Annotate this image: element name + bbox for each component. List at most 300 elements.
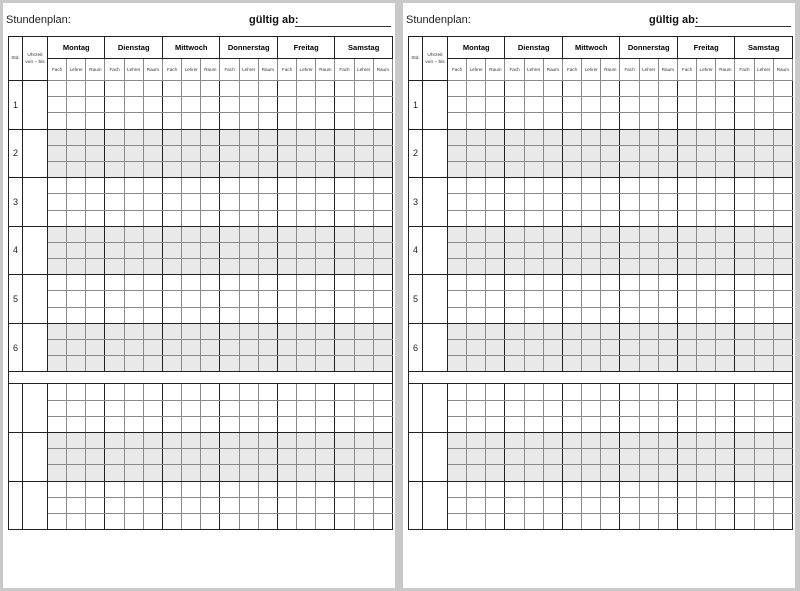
schedule-cell[interactable] [373, 226, 392, 242]
schedule-cell[interactable] [543, 323, 562, 339]
schedule-cell[interactable] [773, 497, 792, 513]
schedule-cell[interactable] [601, 210, 620, 226]
schedule-cell[interactable] [467, 81, 486, 97]
schedule-cell[interactable] [316, 242, 335, 258]
schedule-cell[interactable] [735, 497, 754, 513]
schedule-cell[interactable] [735, 194, 754, 210]
schedule-cell[interactable] [620, 178, 639, 194]
schedule-cell[interactable] [524, 497, 543, 513]
schedule-cell[interactable] [201, 259, 220, 275]
schedule-cell[interactable] [754, 323, 773, 339]
schedule-cell[interactable] [220, 129, 239, 145]
schedule-cell[interactable] [620, 449, 639, 465]
schedule-cell[interactable] [220, 340, 239, 356]
schedule-cell[interactable] [735, 275, 754, 291]
schedule-cell[interactable] [524, 465, 543, 481]
schedule-cell[interactable] [201, 129, 220, 145]
schedule-cell[interactable] [354, 323, 373, 339]
schedule-cell[interactable] [162, 178, 181, 194]
schedule-cell[interactable] [182, 129, 201, 145]
schedule-cell[interactable] [639, 226, 658, 242]
schedule-cell[interactable] [86, 323, 105, 339]
schedule-cell[interactable] [239, 259, 258, 275]
time-entry-cell[interactable] [23, 275, 48, 324]
schedule-cell[interactable] [716, 242, 735, 258]
schedule-cell[interactable] [86, 481, 105, 497]
schedule-cell[interactable] [86, 416, 105, 432]
schedule-cell[interactable] [105, 400, 124, 416]
schedule-cell[interactable] [543, 416, 562, 432]
schedule-cell[interactable] [335, 400, 354, 416]
schedule-cell[interactable] [677, 291, 696, 307]
schedule-cell[interactable] [86, 194, 105, 210]
schedule-cell[interactable] [448, 161, 467, 177]
schedule-cell[interactable] [773, 145, 792, 161]
schedule-cell[interactable] [258, 161, 277, 177]
schedule-cell[interactable] [448, 226, 467, 242]
schedule-cell[interactable] [297, 194, 316, 210]
schedule-cell[interactable] [105, 275, 124, 291]
schedule-cell[interactable] [354, 275, 373, 291]
schedule-cell[interactable] [105, 81, 124, 97]
schedule-cell[interactable] [562, 340, 581, 356]
schedule-cell[interactable] [735, 210, 754, 226]
schedule-cell[interactable] [48, 291, 67, 307]
schedule-cell[interactable] [335, 97, 354, 113]
schedule-cell[interactable] [562, 465, 581, 481]
schedule-cell[interactable] [258, 145, 277, 161]
schedule-cell[interactable] [505, 449, 524, 465]
schedule-cell[interactable] [239, 242, 258, 258]
schedule-cell[interactable] [373, 178, 392, 194]
schedule-cell[interactable] [543, 81, 562, 97]
schedule-cell[interactable] [316, 226, 335, 242]
schedule-cell[interactable] [543, 340, 562, 356]
schedule-cell[interactable] [143, 145, 162, 161]
schedule-cell[interactable] [716, 275, 735, 291]
schedule-cell[interactable] [143, 323, 162, 339]
schedule-cell[interactable] [124, 259, 143, 275]
schedule-cell[interactable] [124, 356, 143, 372]
schedule-cell[interactable] [162, 356, 181, 372]
schedule-cell[interactable] [182, 113, 201, 129]
time-entry-cell[interactable] [423, 481, 448, 530]
schedule-cell[interactable] [601, 497, 620, 513]
schedule-cell[interactable] [754, 275, 773, 291]
schedule-cell[interactable] [277, 145, 296, 161]
schedule-cell[interactable] [601, 291, 620, 307]
schedule-cell[interactable] [677, 497, 696, 513]
schedule-cell[interactable] [182, 307, 201, 323]
schedule-cell[interactable] [354, 449, 373, 465]
schedule-cell[interactable] [562, 513, 581, 529]
schedule-cell[interactable] [86, 210, 105, 226]
schedule-cell[interactable] [373, 481, 392, 497]
time-entry-cell[interactable] [23, 481, 48, 530]
schedule-cell[interactable] [486, 129, 505, 145]
schedule-cell[interactable] [86, 113, 105, 129]
schedule-cell[interactable] [467, 465, 486, 481]
schedule-cell[interactable] [239, 432, 258, 448]
schedule-cell[interactable] [639, 291, 658, 307]
time-entry-cell[interactable] [23, 323, 48, 372]
schedule-cell[interactable] [467, 178, 486, 194]
schedule-cell[interactable] [143, 291, 162, 307]
schedule-cell[interactable] [220, 432, 239, 448]
schedule-cell[interactable] [467, 129, 486, 145]
schedule-cell[interactable] [48, 275, 67, 291]
schedule-cell[interactable] [448, 307, 467, 323]
schedule-cell[interactable] [335, 113, 354, 129]
schedule-cell[interactable] [67, 497, 86, 513]
schedule-cell[interactable] [467, 226, 486, 242]
schedule-cell[interactable] [48, 129, 67, 145]
schedule-cell[interactable] [220, 291, 239, 307]
schedule-cell[interactable] [124, 513, 143, 529]
schedule-cell[interactable] [486, 307, 505, 323]
schedule-cell[interactable] [258, 113, 277, 129]
schedule-cell[interactable] [754, 465, 773, 481]
schedule-cell[interactable] [124, 194, 143, 210]
schedule-cell[interactable] [316, 432, 335, 448]
schedule-cell[interactable] [48, 81, 67, 97]
schedule-cell[interactable] [658, 275, 677, 291]
schedule-cell[interactable] [620, 513, 639, 529]
schedule-cell[interactable] [105, 432, 124, 448]
schedule-cell[interactable] [316, 178, 335, 194]
schedule-cell[interactable] [48, 307, 67, 323]
schedule-cell[interactable] [67, 259, 86, 275]
schedule-cell[interactable] [658, 384, 677, 400]
schedule-cell[interactable] [773, 323, 792, 339]
schedule-cell[interactable] [258, 226, 277, 242]
schedule-cell[interactable] [505, 384, 524, 400]
schedule-cell[interactable] [448, 340, 467, 356]
schedule-cell[interactable] [373, 259, 392, 275]
schedule-cell[interactable] [697, 340, 716, 356]
schedule-cell[interactable] [354, 97, 373, 113]
schedule-cell[interactable] [201, 432, 220, 448]
schedule-cell[interactable] [220, 97, 239, 113]
schedule-cell[interactable] [773, 340, 792, 356]
schedule-cell[interactable] [582, 145, 601, 161]
schedule-cell[interactable] [67, 356, 86, 372]
schedule-cell[interactable] [658, 113, 677, 129]
schedule-cell[interactable] [124, 340, 143, 356]
schedule-cell[interactable] [67, 432, 86, 448]
schedule-cell[interactable] [105, 307, 124, 323]
schedule-cell[interactable] [697, 275, 716, 291]
time-entry-cell[interactable] [23, 178, 48, 227]
schedule-cell[interactable] [143, 307, 162, 323]
schedule-cell[interactable] [258, 210, 277, 226]
schedule-cell[interactable] [86, 307, 105, 323]
schedule-cell[interactable] [201, 210, 220, 226]
schedule-cell[interactable] [716, 449, 735, 465]
schedule-cell[interactable] [143, 259, 162, 275]
schedule-cell[interactable] [505, 481, 524, 497]
schedule-cell[interactable] [86, 384, 105, 400]
schedule-cell[interactable] [448, 97, 467, 113]
schedule-cell[interactable] [773, 416, 792, 432]
schedule-cell[interactable] [601, 194, 620, 210]
schedule-cell[interactable] [258, 242, 277, 258]
schedule-cell[interactable] [143, 178, 162, 194]
schedule-cell[interactable] [86, 129, 105, 145]
schedule-cell[interactable] [105, 97, 124, 113]
schedule-cell[interactable] [620, 113, 639, 129]
schedule-cell[interactable] [658, 465, 677, 481]
schedule-cell[interactable] [86, 242, 105, 258]
schedule-cell[interactable] [677, 145, 696, 161]
schedule-cell[interactable] [486, 210, 505, 226]
schedule-cell[interactable] [448, 113, 467, 129]
schedule-cell[interactable] [524, 161, 543, 177]
schedule-cell[interactable] [582, 291, 601, 307]
schedule-cell[interactable] [86, 340, 105, 356]
schedule-cell[interactable] [124, 81, 143, 97]
schedule-cell[interactable] [105, 178, 124, 194]
schedule-cell[interactable] [48, 323, 67, 339]
schedule-cell[interactable] [354, 210, 373, 226]
schedule-cell[interactable] [620, 129, 639, 145]
schedule-cell[interactable] [735, 178, 754, 194]
schedule-cell[interactable] [239, 340, 258, 356]
schedule-cell[interactable] [277, 356, 296, 372]
schedule-cell[interactable] [48, 497, 67, 513]
schedule-cell[interactable] [582, 449, 601, 465]
schedule-cell[interactable] [335, 432, 354, 448]
schedule-cell[interactable] [201, 340, 220, 356]
schedule-cell[interactable] [505, 226, 524, 242]
schedule-cell[interactable] [67, 291, 86, 307]
schedule-cell[interactable] [658, 291, 677, 307]
schedule-cell[interactable] [524, 307, 543, 323]
schedule-cell[interactable] [716, 384, 735, 400]
schedule-cell[interactable] [201, 465, 220, 481]
schedule-cell[interactable] [143, 449, 162, 465]
schedule-cell[interactable] [467, 145, 486, 161]
schedule-cell[interactable] [448, 145, 467, 161]
schedule-cell[interactable] [773, 259, 792, 275]
schedule-cell[interactable] [105, 194, 124, 210]
schedule-cell[interactable] [562, 323, 581, 339]
schedule-cell[interactable] [735, 513, 754, 529]
schedule-cell[interactable] [677, 513, 696, 529]
schedule-cell[interactable] [505, 97, 524, 113]
schedule-cell[interactable] [373, 113, 392, 129]
schedule-cell[interactable] [677, 384, 696, 400]
time-entry-cell[interactable] [423, 129, 448, 178]
schedule-cell[interactable] [182, 513, 201, 529]
schedule-cell[interactable] [316, 513, 335, 529]
schedule-cell[interactable] [658, 242, 677, 258]
schedule-cell[interactable] [297, 497, 316, 513]
schedule-cell[interactable] [486, 356, 505, 372]
schedule-cell[interactable] [335, 416, 354, 432]
schedule-cell[interactable] [297, 416, 316, 432]
schedule-cell[interactable] [735, 226, 754, 242]
schedule-cell[interactable] [258, 497, 277, 513]
schedule-cell[interactable] [543, 400, 562, 416]
schedule-cell[interactable] [105, 129, 124, 145]
schedule-cell[interactable] [316, 145, 335, 161]
schedule-cell[interactable] [505, 356, 524, 372]
schedule-cell[interactable] [601, 259, 620, 275]
schedule-cell[interactable] [143, 340, 162, 356]
schedule-cell[interactable] [239, 129, 258, 145]
schedule-cell[interactable] [335, 481, 354, 497]
schedule-cell[interactable] [658, 97, 677, 113]
schedule-cell[interactable] [86, 465, 105, 481]
schedule-cell[interactable] [124, 129, 143, 145]
schedule-cell[interactable] [316, 259, 335, 275]
valid-from-field[interactable] [295, 26, 391, 27]
schedule-cell[interactable] [620, 97, 639, 113]
schedule-cell[interactable] [182, 161, 201, 177]
schedule-cell[interactable] [716, 400, 735, 416]
schedule-cell[interactable] [162, 210, 181, 226]
schedule-cell[interactable] [486, 497, 505, 513]
schedule-cell[interactable] [105, 513, 124, 529]
schedule-cell[interactable] [354, 259, 373, 275]
schedule-cell[interactable] [373, 416, 392, 432]
schedule-cell[interactable] [105, 210, 124, 226]
schedule-cell[interactable] [505, 416, 524, 432]
schedule-cell[interactable] [48, 226, 67, 242]
schedule-cell[interactable] [620, 194, 639, 210]
schedule-cell[interactable] [582, 194, 601, 210]
schedule-cell[interactable] [201, 513, 220, 529]
schedule-cell[interactable] [220, 242, 239, 258]
schedule-cell[interactable] [543, 145, 562, 161]
schedule-cell[interactable] [201, 416, 220, 432]
schedule-cell[interactable] [543, 465, 562, 481]
schedule-cell[interactable] [620, 384, 639, 400]
schedule-cell[interactable] [297, 210, 316, 226]
schedule-cell[interactable] [620, 307, 639, 323]
schedule-cell[interactable] [335, 465, 354, 481]
schedule-cell[interactable] [297, 513, 316, 529]
schedule-cell[interactable] [639, 129, 658, 145]
schedule-cell[interactable] [562, 226, 581, 242]
schedule-cell[interactable] [697, 400, 716, 416]
schedule-cell[interactable] [182, 291, 201, 307]
schedule-cell[interactable] [524, 210, 543, 226]
schedule-cell[interactable] [67, 481, 86, 497]
schedule-cell[interactable] [105, 323, 124, 339]
schedule-cell[interactable] [239, 465, 258, 481]
schedule-cell[interactable] [601, 242, 620, 258]
schedule-cell[interactable] [201, 384, 220, 400]
schedule-cell[interactable] [162, 259, 181, 275]
schedule-cell[interactable] [373, 449, 392, 465]
schedule-cell[interactable] [697, 194, 716, 210]
schedule-cell[interactable] [67, 465, 86, 481]
schedule-cell[interactable] [297, 275, 316, 291]
schedule-cell[interactable] [316, 465, 335, 481]
schedule-cell[interactable] [354, 307, 373, 323]
schedule-cell[interactable] [124, 210, 143, 226]
schedule-cell[interactable] [697, 226, 716, 242]
schedule-cell[interactable] [773, 242, 792, 258]
schedule-cell[interactable] [639, 432, 658, 448]
schedule-cell[interactable] [448, 497, 467, 513]
schedule-cell[interactable] [124, 113, 143, 129]
schedule-cell[interactable] [48, 465, 67, 481]
schedule-cell[interactable] [182, 97, 201, 113]
schedule-cell[interactable] [220, 497, 239, 513]
schedule-cell[interactable] [124, 384, 143, 400]
schedule-cell[interactable] [448, 275, 467, 291]
schedule-cell[interactable] [735, 416, 754, 432]
schedule-cell[interactable] [582, 242, 601, 258]
schedule-cell[interactable] [373, 465, 392, 481]
schedule-cell[interactable] [773, 129, 792, 145]
schedule-cell[interactable] [582, 226, 601, 242]
schedule-cell[interactable] [201, 323, 220, 339]
schedule-cell[interactable] [143, 497, 162, 513]
schedule-cell[interactable] [639, 497, 658, 513]
schedule-cell[interactable] [754, 307, 773, 323]
schedule-cell[interactable] [543, 210, 562, 226]
schedule-cell[interactable] [354, 497, 373, 513]
schedule-cell[interactable] [677, 161, 696, 177]
schedule-cell[interactable] [335, 129, 354, 145]
schedule-cell[interactable] [524, 242, 543, 258]
schedule-cell[interactable] [620, 275, 639, 291]
schedule-cell[interactable] [162, 226, 181, 242]
schedule-cell[interactable] [620, 497, 639, 513]
schedule-cell[interactable] [735, 161, 754, 177]
schedule-cell[interactable] [677, 356, 696, 372]
schedule-cell[interactable] [335, 145, 354, 161]
schedule-cell[interactable] [316, 340, 335, 356]
schedule-cell[interactable] [639, 242, 658, 258]
schedule-cell[interactable] [467, 97, 486, 113]
schedule-cell[interactable] [486, 416, 505, 432]
schedule-cell[interactable] [773, 307, 792, 323]
schedule-cell[interactable] [67, 81, 86, 97]
schedule-cell[interactable] [162, 432, 181, 448]
schedule-cell[interactable] [677, 323, 696, 339]
schedule-cell[interactable] [354, 513, 373, 529]
schedule-cell[interactable] [562, 161, 581, 177]
schedule-cell[interactable] [716, 81, 735, 97]
schedule-cell[interactable] [620, 81, 639, 97]
schedule-cell[interactable] [658, 340, 677, 356]
schedule-cell[interactable] [505, 323, 524, 339]
schedule-cell[interactable] [277, 242, 296, 258]
schedule-cell[interactable] [373, 307, 392, 323]
schedule-cell[interactable] [105, 481, 124, 497]
schedule-cell[interactable] [658, 323, 677, 339]
schedule-cell[interactable] [448, 400, 467, 416]
schedule-cell[interactable] [677, 210, 696, 226]
schedule-cell[interactable] [239, 194, 258, 210]
schedule-cell[interactable] [182, 384, 201, 400]
schedule-cell[interactable] [182, 416, 201, 432]
schedule-cell[interactable] [620, 356, 639, 372]
schedule-cell[interactable] [543, 481, 562, 497]
schedule-cell[interactable] [335, 210, 354, 226]
schedule-cell[interactable] [143, 97, 162, 113]
schedule-cell[interactable] [562, 178, 581, 194]
schedule-cell[interactable] [354, 178, 373, 194]
schedule-cell[interactable] [467, 416, 486, 432]
schedule-cell[interactable] [143, 129, 162, 145]
schedule-cell[interactable] [562, 481, 581, 497]
